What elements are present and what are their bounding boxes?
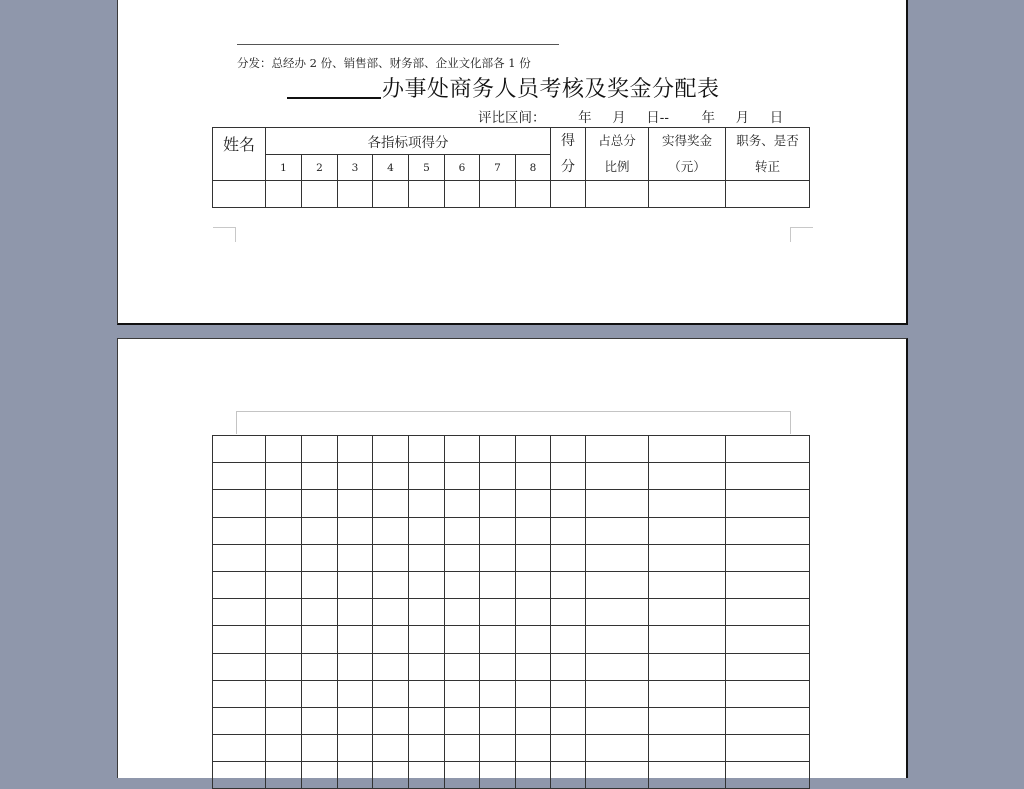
table-cell[interactable] xyxy=(726,707,810,734)
table-cell[interactable] xyxy=(551,490,586,517)
period-year-1: 年 xyxy=(578,110,592,126)
table-row xyxy=(213,544,810,571)
table-cell[interactable] xyxy=(373,571,409,598)
table-row xyxy=(213,707,810,734)
header-indicator-5: 5 xyxy=(409,155,445,181)
table-cell[interactable] xyxy=(338,707,373,734)
header-position-line2: 转正 xyxy=(754,159,780,174)
table-cell[interactable] xyxy=(409,181,445,208)
table-cell[interactable] xyxy=(373,544,409,571)
period-month-1: 月 xyxy=(612,110,626,126)
table-cell[interactable] xyxy=(445,653,480,680)
table-cell[interactable] xyxy=(445,762,480,789)
table-cell[interactable] xyxy=(480,653,516,680)
table-cell[interactable] xyxy=(551,680,586,707)
table-cell[interactable] xyxy=(302,571,338,598)
header-score-line1: 得 xyxy=(561,133,575,149)
table-cell[interactable] xyxy=(266,544,302,571)
table-cell[interactable] xyxy=(516,463,551,490)
table-cell[interactable] xyxy=(213,517,266,544)
table-cell[interactable] xyxy=(409,735,445,762)
document-page-1 xyxy=(117,0,908,325)
table-cell[interactable] xyxy=(480,626,516,653)
table-cell[interactable] xyxy=(213,735,266,762)
table-cell[interactable] xyxy=(338,544,373,571)
table-cell[interactable] xyxy=(409,490,445,517)
table-cell[interactable] xyxy=(586,680,649,707)
table-cell[interactable] xyxy=(649,653,726,680)
table-cell[interactable] xyxy=(266,680,302,707)
table-cell[interactable] xyxy=(266,762,302,789)
header-indicator-7: 7 xyxy=(480,155,516,181)
table-cell[interactable] xyxy=(586,762,649,789)
table-cell[interactable] xyxy=(726,517,810,544)
table-cell[interactable] xyxy=(726,626,810,653)
table-cell[interactable] xyxy=(516,490,551,517)
table-cell[interactable] xyxy=(551,181,586,208)
table-cell[interactable] xyxy=(551,544,586,571)
table-cell[interactable] xyxy=(338,599,373,626)
table-cell[interactable] xyxy=(213,463,266,490)
table-cell[interactable] xyxy=(338,762,373,789)
header-indicator-1: 1 xyxy=(266,155,302,181)
table-cell[interactable] xyxy=(445,436,480,463)
header-position-line1: 职务、是否 xyxy=(736,133,799,148)
table-cell[interactable] xyxy=(586,653,649,680)
table-cell[interactable] xyxy=(445,544,480,571)
header-bonus-line1: 实得奖金 xyxy=(661,133,712,148)
table-cell[interactable] xyxy=(551,626,586,653)
period-year-2: 年 xyxy=(701,110,715,126)
table-cell[interactable] xyxy=(649,735,726,762)
table-row xyxy=(213,463,810,490)
table-cell[interactable] xyxy=(213,626,266,653)
table-row xyxy=(213,181,810,208)
table-cell[interactable] xyxy=(302,680,338,707)
table-cell[interactable] xyxy=(373,680,409,707)
table-cell[interactable] xyxy=(649,626,726,653)
table-cell[interactable] xyxy=(373,490,409,517)
table-cell[interactable] xyxy=(338,653,373,680)
table-cell[interactable] xyxy=(516,626,551,653)
table-row xyxy=(213,653,810,680)
table-cell[interactable] xyxy=(302,653,338,680)
distribution-note: 分发：总经办 2 份、销售部、财务部、企业文化部各 1 份 xyxy=(237,56,531,70)
table-cell[interactable] xyxy=(586,544,649,571)
table-cell[interactable] xyxy=(266,653,302,680)
table-cell[interactable] xyxy=(266,517,302,544)
table-cell[interactable] xyxy=(213,436,266,463)
period-label: 评比区间： xyxy=(478,110,546,126)
table-cell[interactable] xyxy=(302,762,338,789)
table-cell[interactable] xyxy=(302,626,338,653)
table-row xyxy=(213,599,810,626)
table-cell[interactable] xyxy=(516,517,551,544)
table-cell[interactable] xyxy=(445,599,480,626)
table-cell[interactable] xyxy=(551,653,586,680)
margin-corner-mark-left xyxy=(213,227,236,242)
table-row xyxy=(213,680,810,707)
table-cell[interactable] xyxy=(302,436,338,463)
table-cell[interactable] xyxy=(649,544,726,571)
table-cell[interactable] xyxy=(551,463,586,490)
title-blank-field[interactable] xyxy=(287,97,381,99)
table-cell[interactable] xyxy=(586,707,649,734)
table-cell[interactable] xyxy=(551,762,586,789)
table-cell[interactable] xyxy=(302,599,338,626)
table-cell[interactable] xyxy=(409,463,445,490)
period-day-2: 日 xyxy=(769,110,784,126)
table-cell[interactable] xyxy=(213,653,266,680)
table-cell[interactable] xyxy=(409,571,445,598)
table-cell[interactable] xyxy=(516,436,551,463)
table-cell[interactable] xyxy=(480,517,516,544)
table-cell[interactable] xyxy=(213,181,266,208)
table-cell[interactable] xyxy=(409,680,445,707)
header-indicator-group: 各指标项得分 xyxy=(266,128,551,155)
table-cell[interactable] xyxy=(516,735,551,762)
table-cell[interactable] xyxy=(266,707,302,734)
margin-corner-mark-right xyxy=(790,227,813,242)
table-cell[interactable] xyxy=(409,762,445,789)
header-ratio-line1: 占总分 xyxy=(598,133,636,148)
table-cell[interactable] xyxy=(373,436,409,463)
table-cell[interactable] xyxy=(551,707,586,734)
table-cell[interactable] xyxy=(516,181,551,208)
table-cell[interactable] xyxy=(516,762,551,789)
table-cell[interactable] xyxy=(338,517,373,544)
table-row xyxy=(213,490,810,517)
table-cell[interactable] xyxy=(586,517,649,544)
table-cell[interactable] xyxy=(409,626,445,653)
table-cell[interactable] xyxy=(586,490,649,517)
table-cell[interactable] xyxy=(516,653,551,680)
table-cell[interactable] xyxy=(266,490,302,517)
table-cell[interactable] xyxy=(726,680,810,707)
table-cell[interactable] xyxy=(586,599,649,626)
table-cell[interactable] xyxy=(266,436,302,463)
table-cell[interactable] xyxy=(302,463,338,490)
table-cell[interactable] xyxy=(649,436,726,463)
table-row xyxy=(213,517,810,544)
table-cell[interactable] xyxy=(338,490,373,517)
table-cell[interactable] xyxy=(726,544,810,571)
table-cell[interactable] xyxy=(373,762,409,789)
table-cell[interactable] xyxy=(480,599,516,626)
table-cell[interactable] xyxy=(338,181,373,208)
table-cell[interactable] xyxy=(373,735,409,762)
table-cell[interactable] xyxy=(373,181,409,208)
table-cell[interactable] xyxy=(516,680,551,707)
table-cell[interactable] xyxy=(649,599,726,626)
table-cell[interactable] xyxy=(213,544,266,571)
table-cell[interactable] xyxy=(726,436,810,463)
header-bonus xyxy=(649,128,726,181)
table-cell[interactable] xyxy=(480,181,516,208)
table-cell[interactable] xyxy=(649,463,726,490)
table-cell[interactable] xyxy=(213,490,266,517)
table-cell[interactable] xyxy=(516,707,551,734)
table-cell[interactable] xyxy=(302,544,338,571)
table-cell[interactable] xyxy=(373,653,409,680)
page-header-region[interactable] xyxy=(236,411,791,434)
table-cell[interactable] xyxy=(516,544,551,571)
header-bonus-line2: （元） xyxy=(668,159,706,174)
table-cell[interactable] xyxy=(373,463,409,490)
table-cell[interactable] xyxy=(266,735,302,762)
table-cell[interactable] xyxy=(409,517,445,544)
table-cell[interactable] xyxy=(516,571,551,598)
table-row xyxy=(213,436,810,463)
table-cell[interactable] xyxy=(649,517,726,544)
table-cell[interactable] xyxy=(373,599,409,626)
table-cell[interactable] xyxy=(649,680,726,707)
table-cell[interactable] xyxy=(551,599,586,626)
header-rule xyxy=(237,44,559,45)
header-score-line2: 分 xyxy=(561,159,575,175)
header-indicator-2: 2 xyxy=(302,155,338,181)
table-cell[interactable] xyxy=(586,463,649,490)
table-cell[interactable] xyxy=(266,599,302,626)
table-cell[interactable] xyxy=(338,680,373,707)
table-cell[interactable] xyxy=(338,626,373,653)
table-cell[interactable] xyxy=(409,544,445,571)
table-cell[interactable] xyxy=(726,490,810,517)
table-cell[interactable] xyxy=(338,463,373,490)
header-indicator-8: 8 xyxy=(516,155,551,181)
table-cell[interactable] xyxy=(409,599,445,626)
table-cell[interactable] xyxy=(445,463,480,490)
table-cell[interactable] xyxy=(551,735,586,762)
table-cell[interactable] xyxy=(551,571,586,598)
table-cell[interactable] xyxy=(726,653,810,680)
table-cell[interactable] xyxy=(266,181,302,208)
table-cell[interactable] xyxy=(586,626,649,653)
table-cell[interactable] xyxy=(726,181,810,208)
table-cell[interactable] xyxy=(213,680,266,707)
table-cell[interactable] xyxy=(266,463,302,490)
table-cell[interactable] xyxy=(213,707,266,734)
table-cell[interactable] xyxy=(445,517,480,544)
evaluation-period xyxy=(478,106,783,126)
document-page-2 xyxy=(117,338,908,778)
table-cell[interactable] xyxy=(445,735,480,762)
table-row xyxy=(213,735,810,762)
table-cell[interactable] xyxy=(213,762,266,789)
table-cell[interactable] xyxy=(409,707,445,734)
table-cell[interactable] xyxy=(338,735,373,762)
table-cell[interactable] xyxy=(726,463,810,490)
table-cell[interactable] xyxy=(373,626,409,653)
header-indicator-4: 4 xyxy=(373,155,409,181)
table-cell[interactable] xyxy=(338,571,373,598)
header-ratio-line2: 比例 xyxy=(604,159,630,174)
table-cell[interactable] xyxy=(586,571,649,598)
header-position xyxy=(726,128,810,181)
table-cell[interactable] xyxy=(726,735,810,762)
table-cell[interactable] xyxy=(649,181,726,208)
table-cell[interactable] xyxy=(480,436,516,463)
table-cell[interactable] xyxy=(213,599,266,626)
table-cell[interactable] xyxy=(445,680,480,707)
table-cell[interactable] xyxy=(445,626,480,653)
table-cell[interactable] xyxy=(302,490,338,517)
table-cell[interactable] xyxy=(409,653,445,680)
header-indicator-3: 3 xyxy=(338,155,373,181)
table-cell[interactable] xyxy=(373,517,409,544)
table-cell[interactable] xyxy=(445,490,480,517)
table-cell[interactable] xyxy=(516,599,551,626)
table-cell[interactable] xyxy=(551,517,586,544)
table-cell[interactable] xyxy=(445,707,480,734)
table-cell[interactable] xyxy=(480,490,516,517)
header-ratio xyxy=(586,128,649,181)
table-row xyxy=(213,571,810,598)
header-score xyxy=(551,128,586,181)
table-cell[interactable] xyxy=(302,735,338,762)
table-cell[interactable] xyxy=(649,490,726,517)
table-cell[interactable] xyxy=(302,181,338,208)
table-cell[interactable] xyxy=(586,436,649,463)
table-cell[interactable] xyxy=(373,707,409,734)
table-cell[interactable] xyxy=(480,680,516,707)
header-indicator-6: 6 xyxy=(445,155,480,181)
document-title: 办事处商务人员考核及奖金分配表 xyxy=(382,77,720,102)
period-day-1: 日-- xyxy=(646,110,669,126)
table-cell[interactable] xyxy=(302,517,338,544)
table-cell[interactable] xyxy=(302,707,338,734)
table-cell[interactable] xyxy=(480,735,516,762)
table-cell[interactable] xyxy=(726,762,810,789)
period-month-2: 月 xyxy=(735,110,750,126)
table-cell[interactable] xyxy=(480,762,516,789)
table-cell[interactable] xyxy=(480,463,516,490)
table-cell[interactable] xyxy=(480,544,516,571)
table-cell[interactable] xyxy=(266,626,302,653)
header-name: 姓名 xyxy=(213,128,266,181)
table-cell[interactable] xyxy=(213,571,266,598)
table-cell[interactable] xyxy=(586,181,649,208)
table-cell[interactable] xyxy=(480,571,516,598)
table-row xyxy=(213,626,810,653)
assessment-table-continued xyxy=(212,435,810,789)
table-cell[interactable] xyxy=(338,436,373,463)
table-cell[interactable] xyxy=(586,735,649,762)
table-cell[interactable] xyxy=(445,571,480,598)
assessment-table-header xyxy=(212,127,810,208)
table-cell[interactable] xyxy=(726,599,810,626)
table-cell[interactable] xyxy=(649,762,726,789)
table-cell[interactable] xyxy=(480,707,516,734)
table-cell[interactable] xyxy=(266,571,302,598)
table-cell[interactable] xyxy=(551,436,586,463)
table-cell[interactable] xyxy=(649,571,726,598)
table-row xyxy=(213,762,810,789)
table-cell[interactable] xyxy=(409,436,445,463)
table-cell[interactable] xyxy=(649,707,726,734)
table-cell[interactable] xyxy=(445,181,480,208)
table-cell[interactable] xyxy=(726,571,810,598)
